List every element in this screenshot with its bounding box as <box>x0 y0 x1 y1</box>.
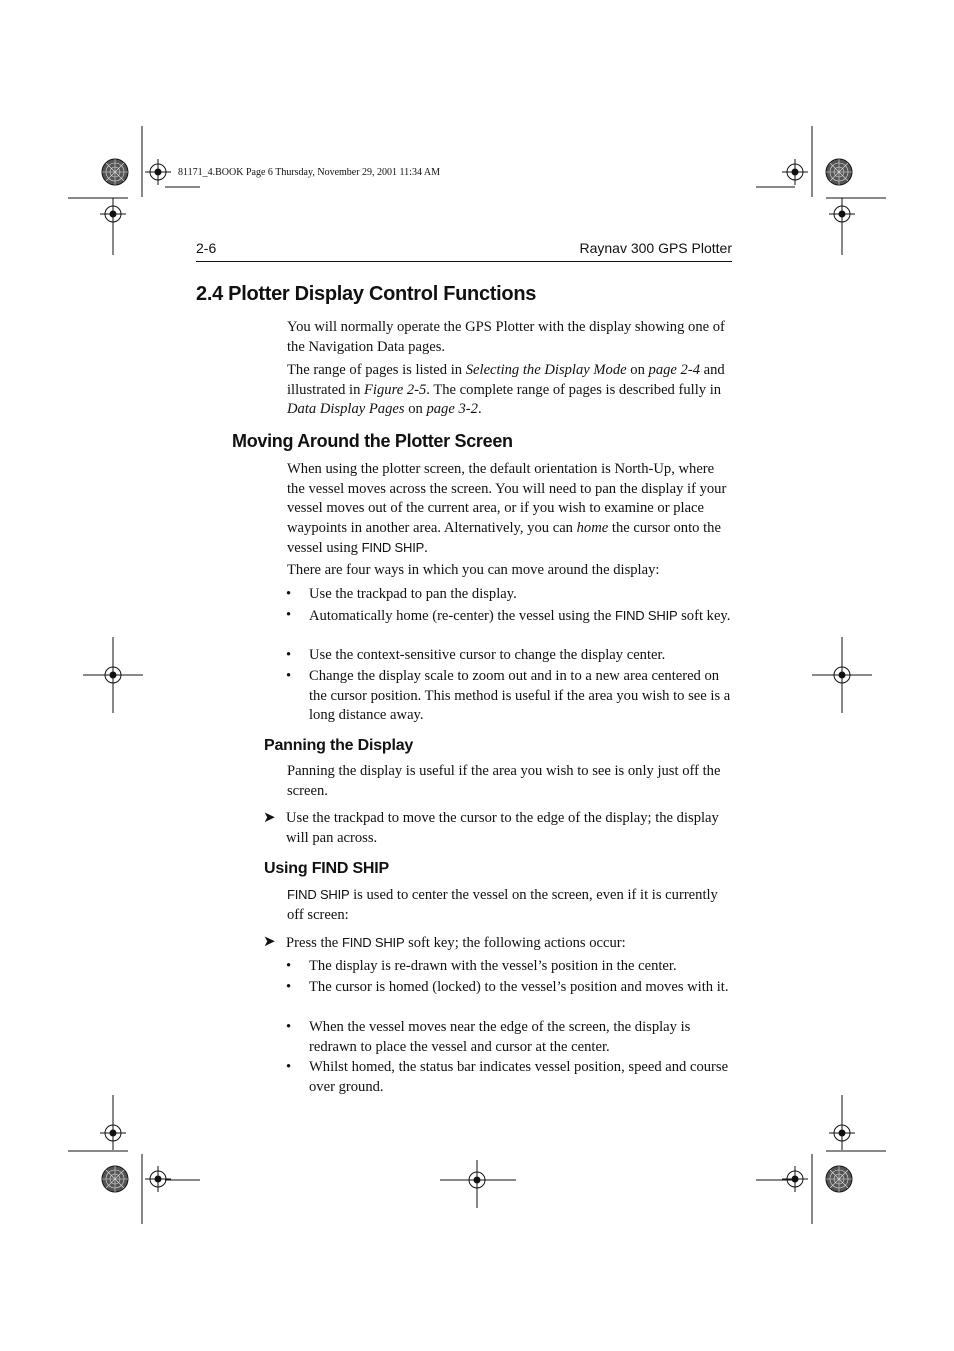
findship-heading: Using FIND SHIP <box>264 860 390 877</box>
list-item: • The cursor is homed (locked) to the vessel’s position and moves with it. <box>286 979 729 995</box>
list-item: • The display is re-drawn with the vessel’s position in the center. <box>286 958 677 974</box>
xref-figure-2-5[interactable]: Figure 2-5 <box>364 381 427 398</box>
xref-selecting-display-mode[interactable]: Selecting the Display Mode <box>465 362 627 378</box>
print-imprint: 81171_4.BOOK Page 6 Thursday, November 29, 2001 11:34 AM <box>178 167 441 178</box>
list-item: • Whilst homed, the status bar indicates vessel position, speed and course over ground. <box>286 1059 729 1095</box>
list-item: • Use the trackpad to pan the display. <box>286 586 517 602</box>
panning-step: ➤ Use the trackpad to move the cursor to the edge of the display; the display will pan across. <box>263 810 719 846</box>
running-title: Raynav 300 GPS Plotter <box>579 240 732 256</box>
list-item: • When the vessel moves near the edge of the screen, the display is redrawn to place the vessel and cursor at the center. <box>286 1019 691 1055</box>
list-item: • Change the display scale to zoom out and in to a new area centered on the cursor position. This method is useful if the area you wish to see is a long distance away. <box>286 668 731 723</box>
panning-paragraph: Panning the display is useful if the area you wish to see is only just off the screen. <box>287 763 721 799</box>
findship-paragraph: FIND SHIP is used to center the vessel on the screen, even if it is currently off screen: <box>287 887 718 923</box>
xref-page-3-2[interactable]: page 3-2 <box>426 401 478 417</box>
intro-paragraph-1: You will normally operate the GPS Plotter with the display showing one of the Navigation Data pages. <box>287 319 725 355</box>
findship-step: ➤ Press the FIND SHIP soft key; the following actions occur: <box>263 934 626 951</box>
moving-heading: Moving Around the Plotter Screen <box>232 431 513 451</box>
arrow-icon: ➤ <box>263 810 276 826</box>
intro-paragraph-2: The range of pages is listed in Selecting the Display Mode on page 2-4 and illustrated in Figure 2-5. The complete range of pages is described fully in Data Display Pages on page 3-2. <box>287 362 725 417</box>
list-item: • Use the context-sensitive cursor to change the display center. <box>286 647 666 663</box>
moving-paragraph-1: When using the plotter screen, the default orientation is North-Up, where the vessel moves across the screen. You will need to pan the display if your vessel moves out of the current area, or if you wish to examine or place waypoints in another area. Alternatively, you can home the cursor onto the vessel using FIND SHIP. <box>287 461 727 556</box>
header-rule <box>196 261 732 262</box>
list-item: • Automatically home (re-center) the vessel using the FIND SHIP soft key. <box>286 607 731 624</box>
find-ship-key: FIND SHIP <box>361 540 425 555</box>
moving-paragraph-2: There are four ways in which you can move around the display: <box>287 562 660 578</box>
section-heading: 2.4 Plotter Display Control Functions <box>196 283 537 305</box>
panning-heading: Panning the Display <box>264 737 414 754</box>
arrow-icon: ➤ <box>263 934 276 950</box>
page-number: 2-6 <box>196 240 217 256</box>
xref-page-2-4[interactable]: page 2-4 <box>648 362 700 378</box>
xref-data-display-pages[interactable]: Data Display Pages <box>287 401 405 417</box>
